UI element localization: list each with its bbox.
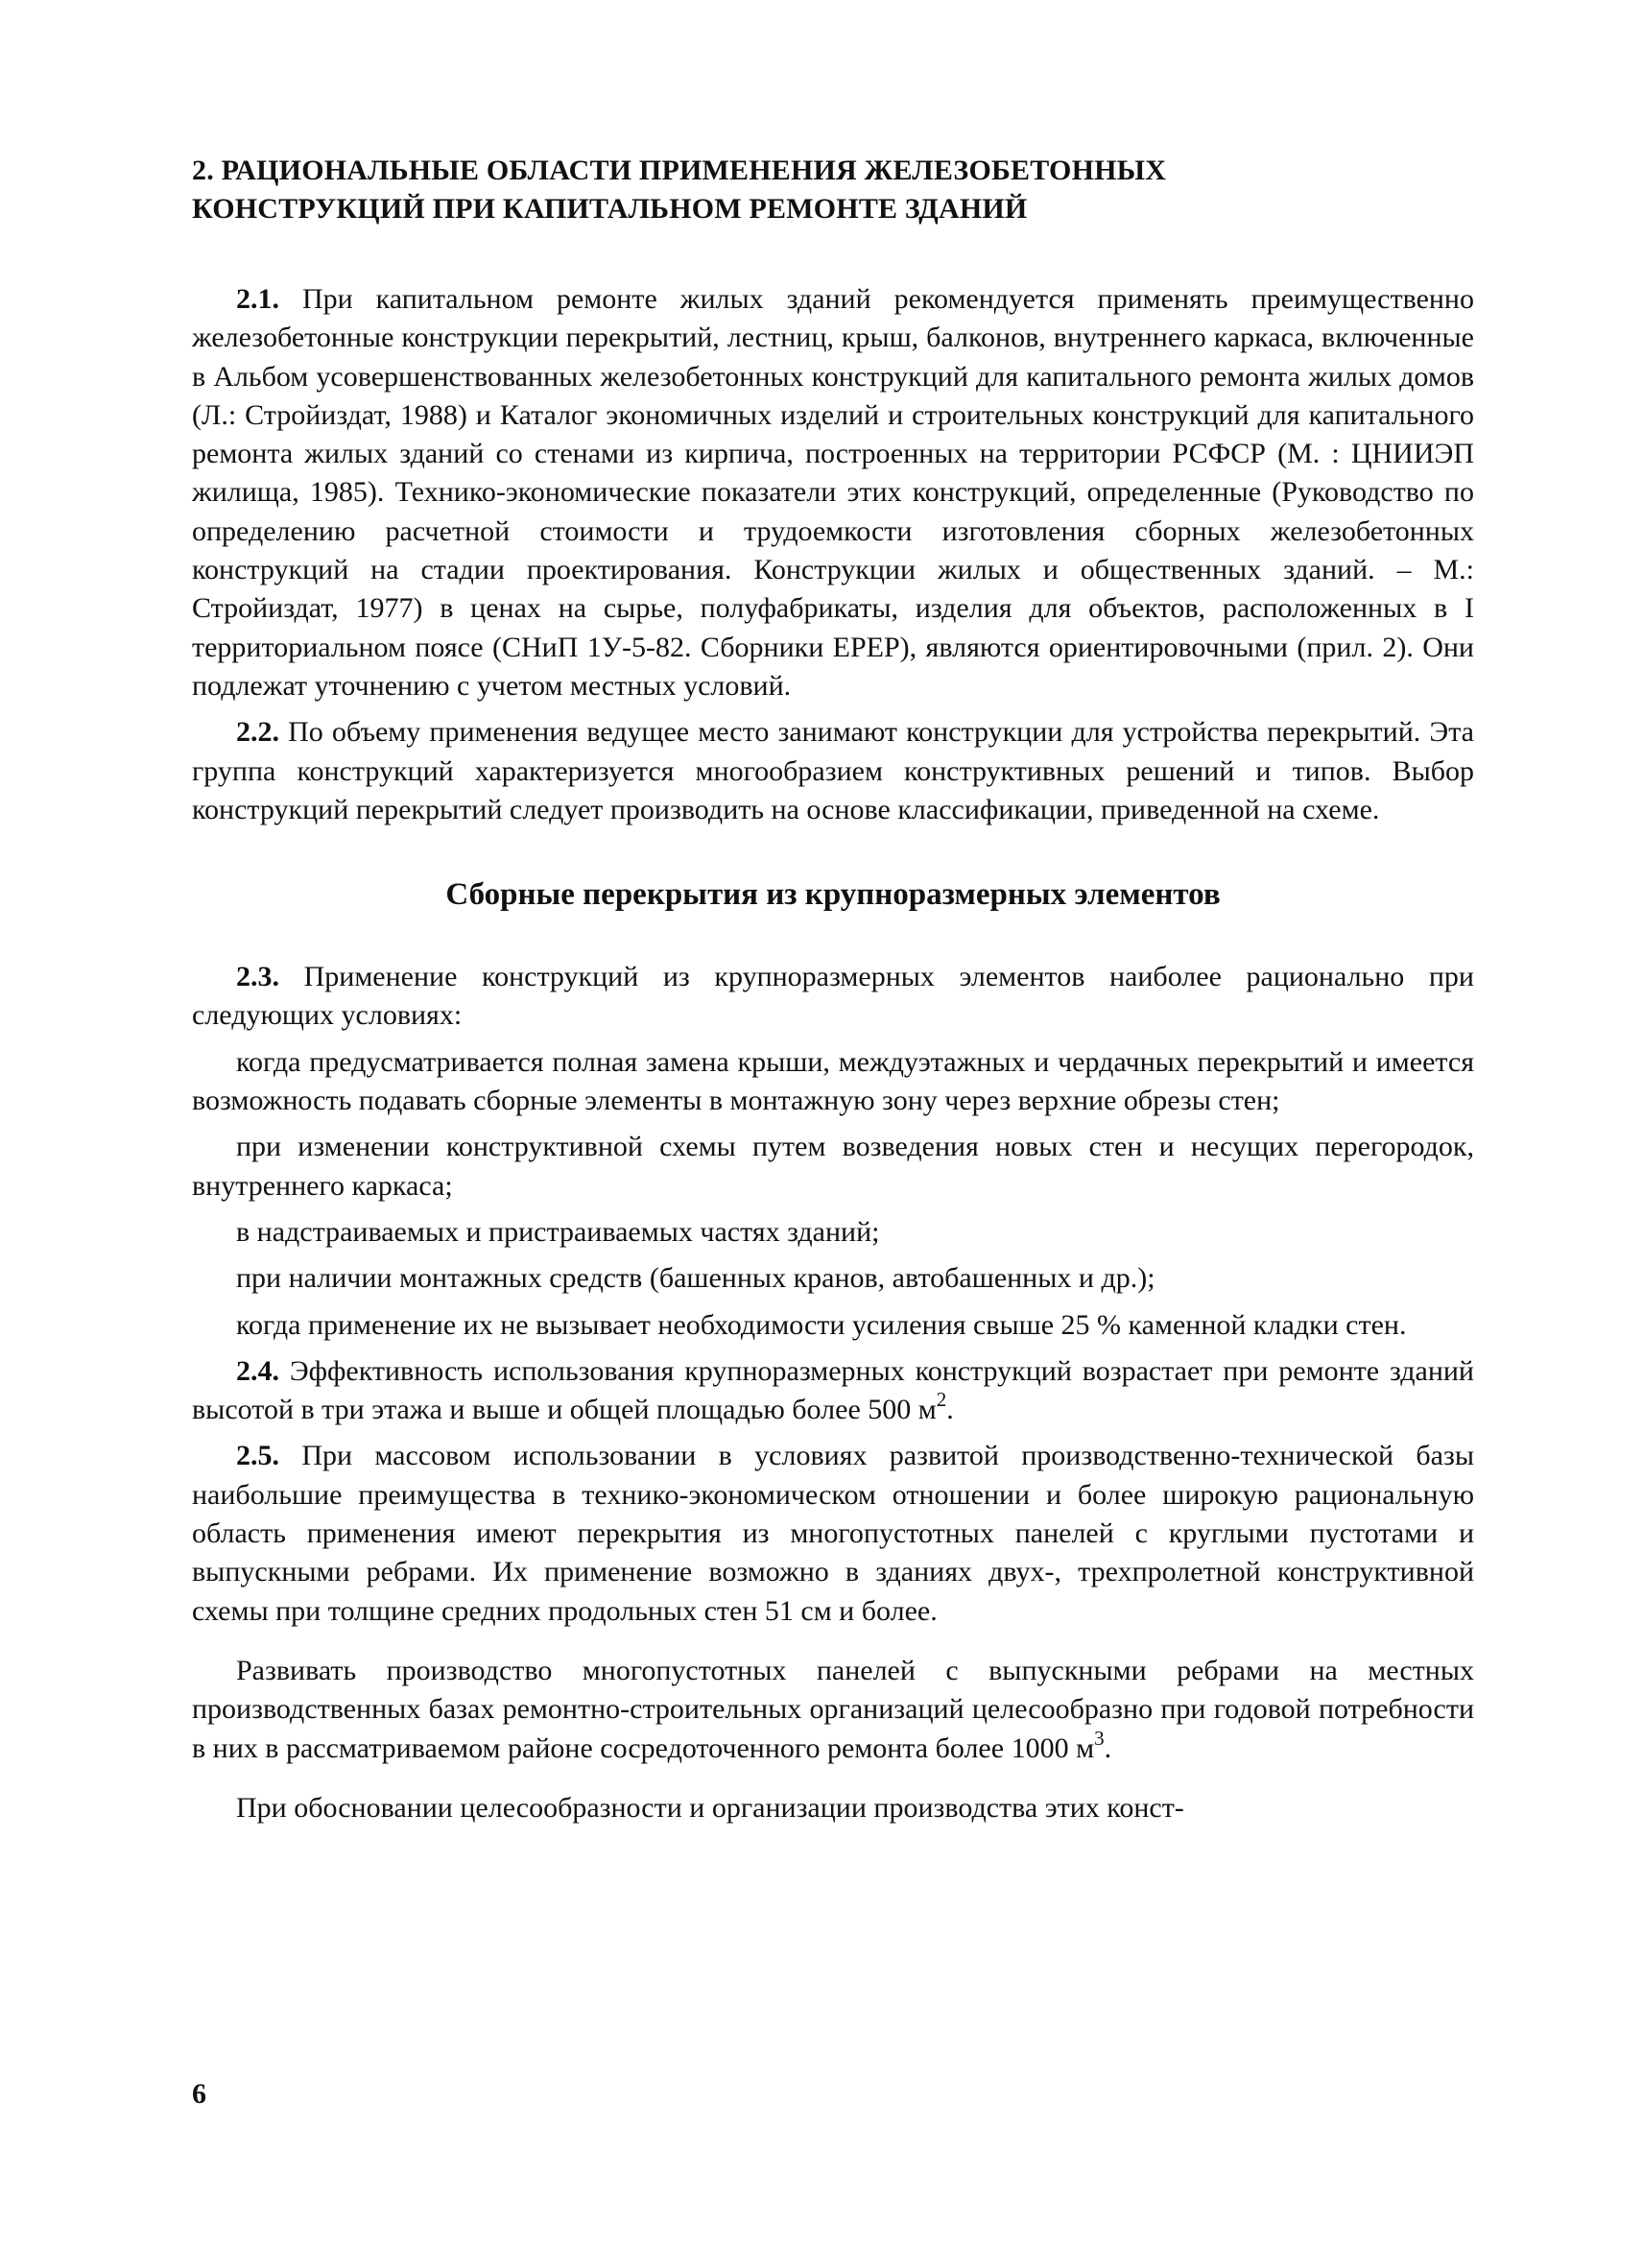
superscript: 3 <box>1094 1726 1105 1750</box>
paragraph-2-2 <box>192 713 1474 829</box>
paragraph-text: По объему применения ведущее место занимают конструкции для устройства перекрытий. Эта группа конструкций характеризуется многообразием конструктивных решений и типов. Выбор конструкций перекрытий следует производить на основе классификации, приведенной на схеме. <box>192 716 1474 825</box>
paragraph-number: 2.5. <box>236 1440 279 1472</box>
paragraph-number: 2.2. <box>236 716 279 749</box>
paragraph-end: . <box>946 1394 954 1426</box>
paragraph-number: 2.4. <box>236 1354 279 1387</box>
paragraph-development <box>192 1652 1474 1768</box>
paragraph-text: Развивать производство многопустотных панелей с выпускными ребрами на местных производственных базах ремонтно-строительных организаций целесообразно при годовой потребности в них в рассматриваемом районе сосредоточенного ремонта более 1000 м <box>192 1654 1474 1764</box>
paragraph-number: 2.1. <box>236 283 279 315</box>
condition-item: при наличии монтажных средств (башенных кранов, автобашенных и др.); <box>236 1262 1155 1295</box>
paragraph-text: При капитальном ремонте жилых зданий рекомендуется применять преимущественно железобетонные конструкции перекрытий, лестниц, крыш, балконов, внутреннего каркаса, включенные в Альбом усовершенствованных железобетонных конструкций для капитального ремонта жилых домов (Л.: Стройиздат, 1988) и Каталог экономичных изделий и строительных конструкций для капитального ремонта жилых зданий со стенами из кирпича, построенных на территории РСФСР (М. : ЦНИИЭП жилища, 1985). Технико-экономические показатели этих конструкций, определенные (Руководство по определению расчетной стоимости и трудоемкости изготовления сборных железобетонных конструкций на стадии проектирования. Конструкции жилых и общественных зданий. – М.: Стройиздат, 1977) в ценах на сырье, полуфабрикаты, изделия для объектов, расположенных в I территориальном поясе (СНиП 1У-5-82. Сборники ЕРЕР), являются ориентировочными (прил. 2). Они подлежат уточнению с учетом местных условий. <box>192 283 1474 702</box>
paragraph-number: 2.3. <box>236 961 279 993</box>
page-number: 6 <box>192 2078 206 2110</box>
condition-item: когда применение их не вызывает необходимости усиления свыше 25 % каменной кладки стен. <box>236 1308 1407 1341</box>
document-page <box>192 152 1474 1827</box>
paragraph-2-5 <box>192 1437 1474 1630</box>
paragraph-end: . <box>1104 1731 1112 1764</box>
section-heading-line-2: КОНСТРУКЦИЙ ПРИ КАПИТАЛЬНОМ РЕМОНТЕ ЗДАНИЙ <box>192 193 1028 225</box>
paragraph-2-1 <box>192 280 1474 705</box>
paragraph-2-4 <box>192 1352 1474 1430</box>
paragraph-last: При обосновании целесообразности и организации производства этих конст- <box>236 1791 1184 1824</box>
section-heading <box>192 152 1474 228</box>
condition-item: при изменении конструктивной схемы путем возведения новых стен и несущих перегородок, внутреннего каркаса; <box>192 1131 1474 1202</box>
section-heading-line-1: 2. РАЦИОНАЛЬНЫЕ ОБЛАСТИ ПРИМЕНЕНИЯ ЖЕЛЕЗОБЕТОННЫХ <box>192 155 1167 186</box>
subsection-heading: Сборные перекрытия из крупноразмерных элементов <box>445 877 1221 913</box>
paragraph-text: При массовом использовании в условиях развитой производственно-технической базы наибольшие преимущества в технико-экономическом отношении и более широкую рациональную область применения имеют перекрытия из многопустотных панелей с круглыми пустотами и выпускными ребрами. Их применение возможно в зданиях двух-, трехпролетной конструктивной схемы при толщине средних продольных стен 51 см и более. <box>192 1440 1474 1627</box>
condition-item: в надстраиваемых и пристраиваемых частях зданий; <box>236 1215 880 1248</box>
paragraph-text: Эффективность использования крупноразмерных конструкций возрастает при ремонте зданий высотой в три этажа и выше и общей площадью более 500 м <box>192 1354 1474 1426</box>
condition-item: когда предусматривается полная замена крыши, междуэтажных и чердачных перекрытий и имеется возможность подавать сборные элементы в монтажную зону через верхние обрезы стен; <box>192 1045 1474 1117</box>
paragraph-text: Применение конструкций из крупноразмерных элементов наиболее рационально при следующих условиях: <box>192 961 1474 1032</box>
superscript: 2 <box>936 1388 947 1412</box>
paragraph-2-3 <box>192 958 1474 1036</box>
